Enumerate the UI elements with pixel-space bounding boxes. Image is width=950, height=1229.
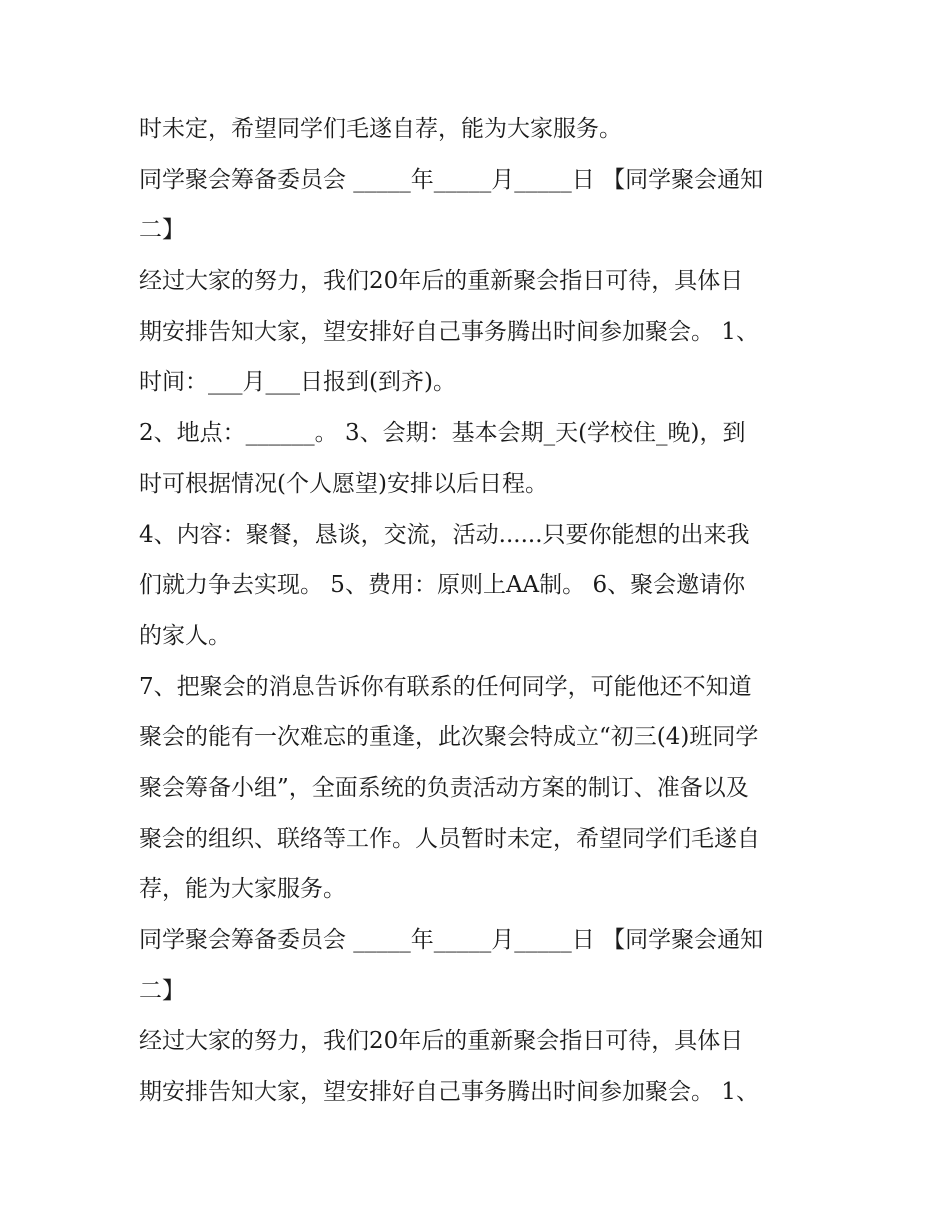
text-line: 聚会筹备小组”，全面系统的负责活动方案的制订、准备以及 <box>139 774 749 801</box>
text-line: 7、把聚会的消息告诉你有联系的任何同学，可能他还不知道 <box>139 673 752 700</box>
text-line: 2、地点：______。 3、会期：基本会期_天(学校住_晚)，到 <box>139 420 746 447</box>
text-line: 荐，能为大家服务。 <box>139 876 346 903</box>
document-body <box>139 104 829 1118</box>
text-line: 同学聚会筹备委员会 _____年_____月_____日 【同学聚会通知 <box>139 166 764 193</box>
text-line: 经过大家的努力，我们20年后的重新聚会指日可待，具体日 <box>139 1028 744 1055</box>
text-line: 4、内容：聚餐，恳谈，交流，活动......只要你能想的出来我 <box>139 521 750 548</box>
text-line: 们就力争去实现。 5、费用：原则上AA制。 6、聚会邀请你 <box>139 572 746 599</box>
text-line: 时间：___月___日报到(到齐)。 <box>139 369 456 396</box>
text-line: 期安排告知大家，望安排好自己事务腾出时间参加聚会。 1、 <box>139 1079 759 1106</box>
text-line: 二】 <box>139 217 185 244</box>
text-line: 聚会的能有一次难忘的重逢，此次聚会特成立“初三(4)班同学 <box>139 724 759 751</box>
text-line: 时未定，希望同学们毛遂自荐，能为大家服务。 <box>139 116 622 142</box>
text-line: 时可根据情况(个人愿望)安排以后日程。 <box>139 470 548 497</box>
text-line: 聚会的组织、联络等工作。人员暂时未定，希望同学们毛遂自 <box>139 825 760 852</box>
text-line: 经过大家的努力，我们20年后的重新聚会指日可待，具体日 <box>139 268 744 295</box>
text-line: 的家人。 <box>139 622 231 649</box>
text-line: 同学聚会筹备委员会 _____年_____月_____日 【同学聚会通知 <box>139 927 764 953</box>
text-line: 期安排告知大家，望安排好自己事务腾出时间参加聚会。 1、 <box>139 318 759 345</box>
text-line: 二】 <box>139 977 185 1004</box>
